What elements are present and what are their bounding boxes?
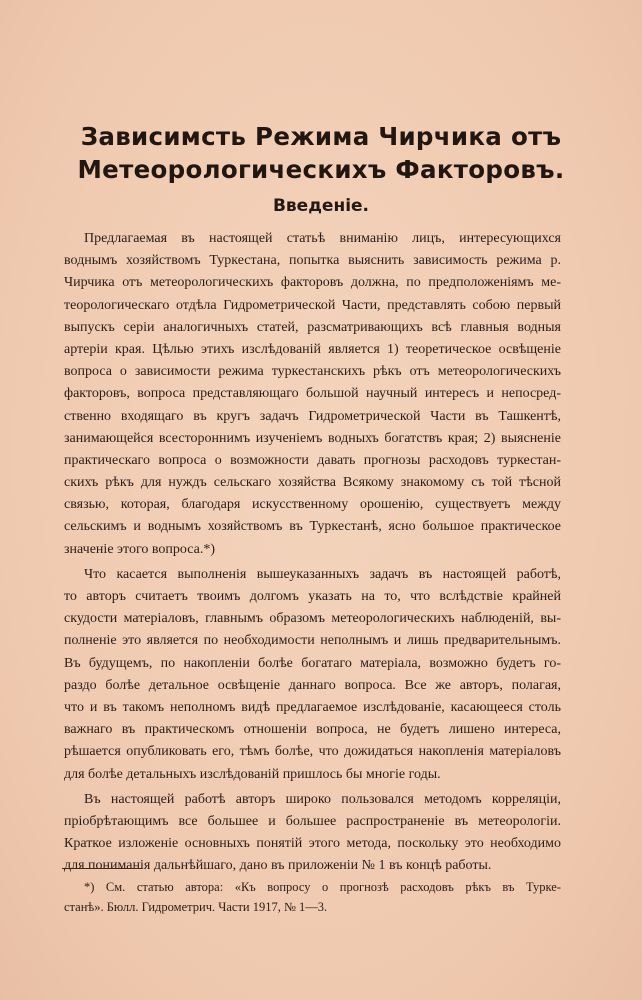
text-line: связью, которая, благодаря искусственному орошенію, существуетъ между bbox=[64, 497, 561, 513]
text-line: теорологическаго отдѣла Гидрометрической Части, представлять собою первый bbox=[64, 297, 561, 313]
text-line: скудости матеріаловъ, главнымъ образомъ метеорологическихъ наблюденій, вы- bbox=[64, 611, 561, 627]
text-line: выпускъ серіи аналогичныхъ статей, разсматривающихъ всѣ главныя водныя bbox=[64, 319, 561, 335]
text-line: для пониманія дальнѣйшаго, дано въ приложеніи № 1 въ концѣ работы. bbox=[64, 858, 492, 874]
text-line: воднымъ хозяйствомъ Туркестана, попытка выяснить зависимость режима р. bbox=[64, 253, 561, 269]
text-line: что и въ такомъ неполномъ видѣ предлагаемое изслѣдованіе, касающееся столь bbox=[64, 699, 561, 715]
text-line: важнаго въ практическомъ отношеніи вопроса, не будетъ лишено интереса, bbox=[64, 722, 561, 738]
text-line: Чирчика отъ метеорологическихъ факторовъ должна, по предположеніямъ ме- bbox=[64, 275, 561, 291]
text-line: Краткое изложеніе основныхъ понятій этого метода, поскольку это необходимо bbox=[64, 836, 561, 852]
footnote bbox=[64, 877, 561, 917]
footnote-line: *) См. статью автора: «Къ вопросу о прогнозѣ расходовъ рѣкъ въ Турке- bbox=[84, 880, 561, 894]
text-line: артеріи края. Цѣлью этихъ изслѣдованій является 1) теоретическое освѣщеніе bbox=[64, 341, 561, 357]
footnote-line: станѣ». Бюлл. Гидрометрич. Части 1917, № 1—3. bbox=[64, 900, 328, 914]
text-line: вопроса о зависимости режима туркестанскихъ рѣкъ отъ метеорологическихъ bbox=[64, 364, 561, 380]
text-line: полненіе это является по необходимости неполнымъ и лишь предварительнымъ. bbox=[64, 633, 561, 649]
body-text bbox=[64, 228, 561, 877]
paragraph bbox=[64, 228, 561, 561]
text-line: Въ будущемъ, по накопленіи болѣе богатаго матеріала, возможно будетъ го- bbox=[64, 655, 561, 671]
footnote-divider bbox=[62, 868, 142, 869]
text-line: сельскимъ и воднымъ хозяйствомъ въ Туркестанѣ, ясно большое практическое bbox=[64, 519, 561, 535]
text-line: занимающейся всестороннимъ изученіемъ водныхъ богатствъ края; 2) выясненіе bbox=[64, 430, 561, 446]
text-line: для болѣе детальныхъ изслѣдованій пришлось бы многіе годы. bbox=[64, 766, 441, 782]
text-line: скихъ рѣкъ для нуждъ сельскаго хозяйства Всякому знакомому съ той тѣсной bbox=[64, 475, 561, 491]
text-line: практическаго вопроса о возможности давать прогнозы расходовъ туркестан- bbox=[64, 452, 561, 468]
paragraph bbox=[64, 564, 561, 786]
text-line: Въ настоящей работѣ авторъ широко пользовался методомъ корреляціи, bbox=[84, 791, 561, 807]
section-heading: Введеніе. bbox=[272, 196, 370, 216]
text-line: пріобрѣтающимъ все большее и большее распространеніе въ метеорологіи. bbox=[64, 813, 561, 829]
text-line: рѣшается опубликовать его, тѣмъ болѣе, что дожидаться накопленія матеріаловъ bbox=[64, 744, 561, 760]
text-line: значеніе этого вопроса.*) bbox=[64, 541, 215, 557]
paragraph bbox=[64, 789, 561, 878]
page-title bbox=[40, 120, 602, 186]
text-line: раздо болѣе детальное освѣщеніе даннаго вопроса. Все же авторъ, полагая, bbox=[64, 677, 561, 693]
title-line-1: Зависимсть Режима Чирчика отъ bbox=[80, 122, 562, 151]
title-line-2: Метеорологическихъ Факторовъ. bbox=[77, 155, 565, 184]
text-line: ственно входящаго въ кругъ задачъ Гидрометрической Части въ Ташкентѣ, bbox=[64, 408, 561, 424]
text-line: Предлагаемая въ настоящей статьѣ вниманію лицъ, интересующихся bbox=[84, 231, 561, 246]
text-line: то авторъ считаетъ твоимъ долгомъ указать на то, что вслѣдствіе крайней bbox=[64, 589, 561, 604]
text-line: Что касается выполненія вышеуказанныхъ задачъ въ настоящей работѣ, bbox=[84, 566, 561, 582]
text-line: факторовъ, вопроса представляющаго большой научный интересъ и непосред- bbox=[64, 386, 561, 402]
